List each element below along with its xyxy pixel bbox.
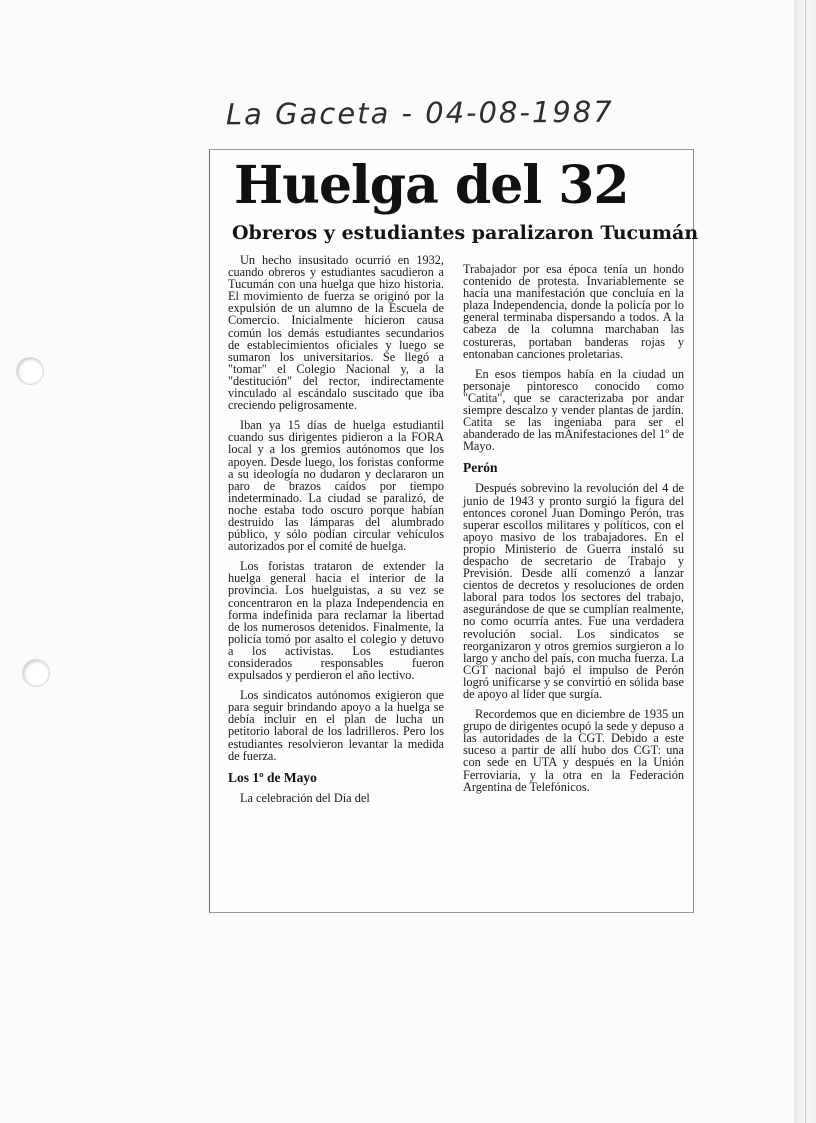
punch-hole-bottom (22, 659, 50, 687)
paragraph: Los foristas trataron de extender la huelga general hacia el interior de la provincia. Los huelguistas, a su vez se concentraron en la plaza Independencia en forma indefinida para reclamar la libertad de los numerosos detenidos. Finalmente, la policía tomó por asalto el colegio y detuvo a los activistas. Los estudiantes considerados responsables fueron expulsados y perdieron el año lectivo. (228, 559, 444, 683)
paragraph: Un hecho insusitado ocurrió en 1932, cuando obreros y estudiantes sacudieron a Tucumán con una huelga que hizo historia. El movimiento de fuerza se originó por la expulsión de un alumno de la Escuela de Comercio. Inicialmente hicieron causa común los demás estudiantes secundarios de establecimientos oficiales y luego se sumaron los universitarios. Se llegó a "tomar" el Colegio Nacional y, a la "destitución" del rector, indirectamente vinculado al escándalo suscitado que iba creciendo peligrosamente. (228, 253, 444, 413)
paragraph: Iban ya 15 días de huelga estudiantil cuando sus dirigentes pidieron a la FORA local y a los gremios autónomos que los apoyen. Desde luego, los foristas conforme a su ideología no dudaron y declararon un paro de brazos caídos por tiempo indeterminado. La ciudad se paralizó, de noche estaba todo oscuro porque habían destruido las lámparas del alumbrado público, y sólo podían circular vehículos autorizados por el comité de huelga. (228, 418, 444, 554)
paragraph: Después sobrevino la revolución del 4 de junio de 1943 y pronto surgió la figura del entonces coronel Juan Domingo Perón, tras superar escollos militares y políticos, con el apoyo masivo de los trabajadores. En el propio Ministerio de Guerra instaló su despacho de secretario de Trabajo y Previsión. Desde allí comenzó a lanzar cientos de decretos y resoluciones de orden laboral para todos los sectores del trabajo, asegurándose de que se cumplían realmente, no como ocurría antes. Fue una verdadera revolución social. Los sindicatos se reorganizaron y otros gremios surgieron a lo largo y ancho del país, con mucha fuerza. La CGT nacional bajó el impulso de Perón logró unificarse y se convirtió en sólida base de apoyo al líder que surgía. (463, 481, 684, 701)
paragraph: Los sindicatos autónomos exigieron que para seguir brindando apoyo a la huelga se debía incluir en el plan de lucha un petitorio laboral de los ladrilleros. Pero los estudiantes resolvieron levantar la medida de fuerza. (228, 688, 444, 763)
section-heading-peron: Perón (463, 460, 498, 476)
handwritten-source-note: La Gaceta - 04-08-1987 (225, 94, 614, 132)
paragraph: La celebración del Día del (240, 790, 370, 805)
article-headline: Huelga del 32 (234, 155, 629, 216)
paragraph: Trabajador por esa época tenía un hondo contenido de protesta. Invariablemente se hacía una manifestación que concluía en la plaza Independencia, donde la policía por lo general terminaba dispersando a todos. A la cabeza de la columna marchaban las costureras, portaban banderas rojas y entonaban canciones proletarias. (463, 262, 684, 361)
newspaper-clipping (209, 149, 699, 913)
article-subheadline: Obreros y estudiantes paralizaron Tucumán (232, 222, 699, 244)
paragraph: Recordemos que en diciembre de 1935 un grupo de dirigentes ocupó la sede y depuso a las autoridades de la CGT. Debido a este suceso a partir de allí hubo dos CGT: una con sede en UTA y después en la Unión Ferroviaria, y la otra en la Federación Argentina de Telefónicos. (463, 707, 684, 794)
article-column-right (463, 263, 684, 801)
punch-hole-top (16, 357, 44, 385)
section-heading-may-day: Los 1º de Mayo (228, 769, 317, 785)
article-column-left (228, 254, 444, 812)
paragraph: En esos tiempos había en la ciudad un personaje pintoresco conocido como "Catita", que se caracterizaba por andar siempre descalzo y vender plantas de jardín. Catita se las ingeniaba para ser el abanderado de las mAnifestaciones del 1º de Mayo. (463, 366, 684, 454)
page-edge-line (805, 0, 806, 1123)
